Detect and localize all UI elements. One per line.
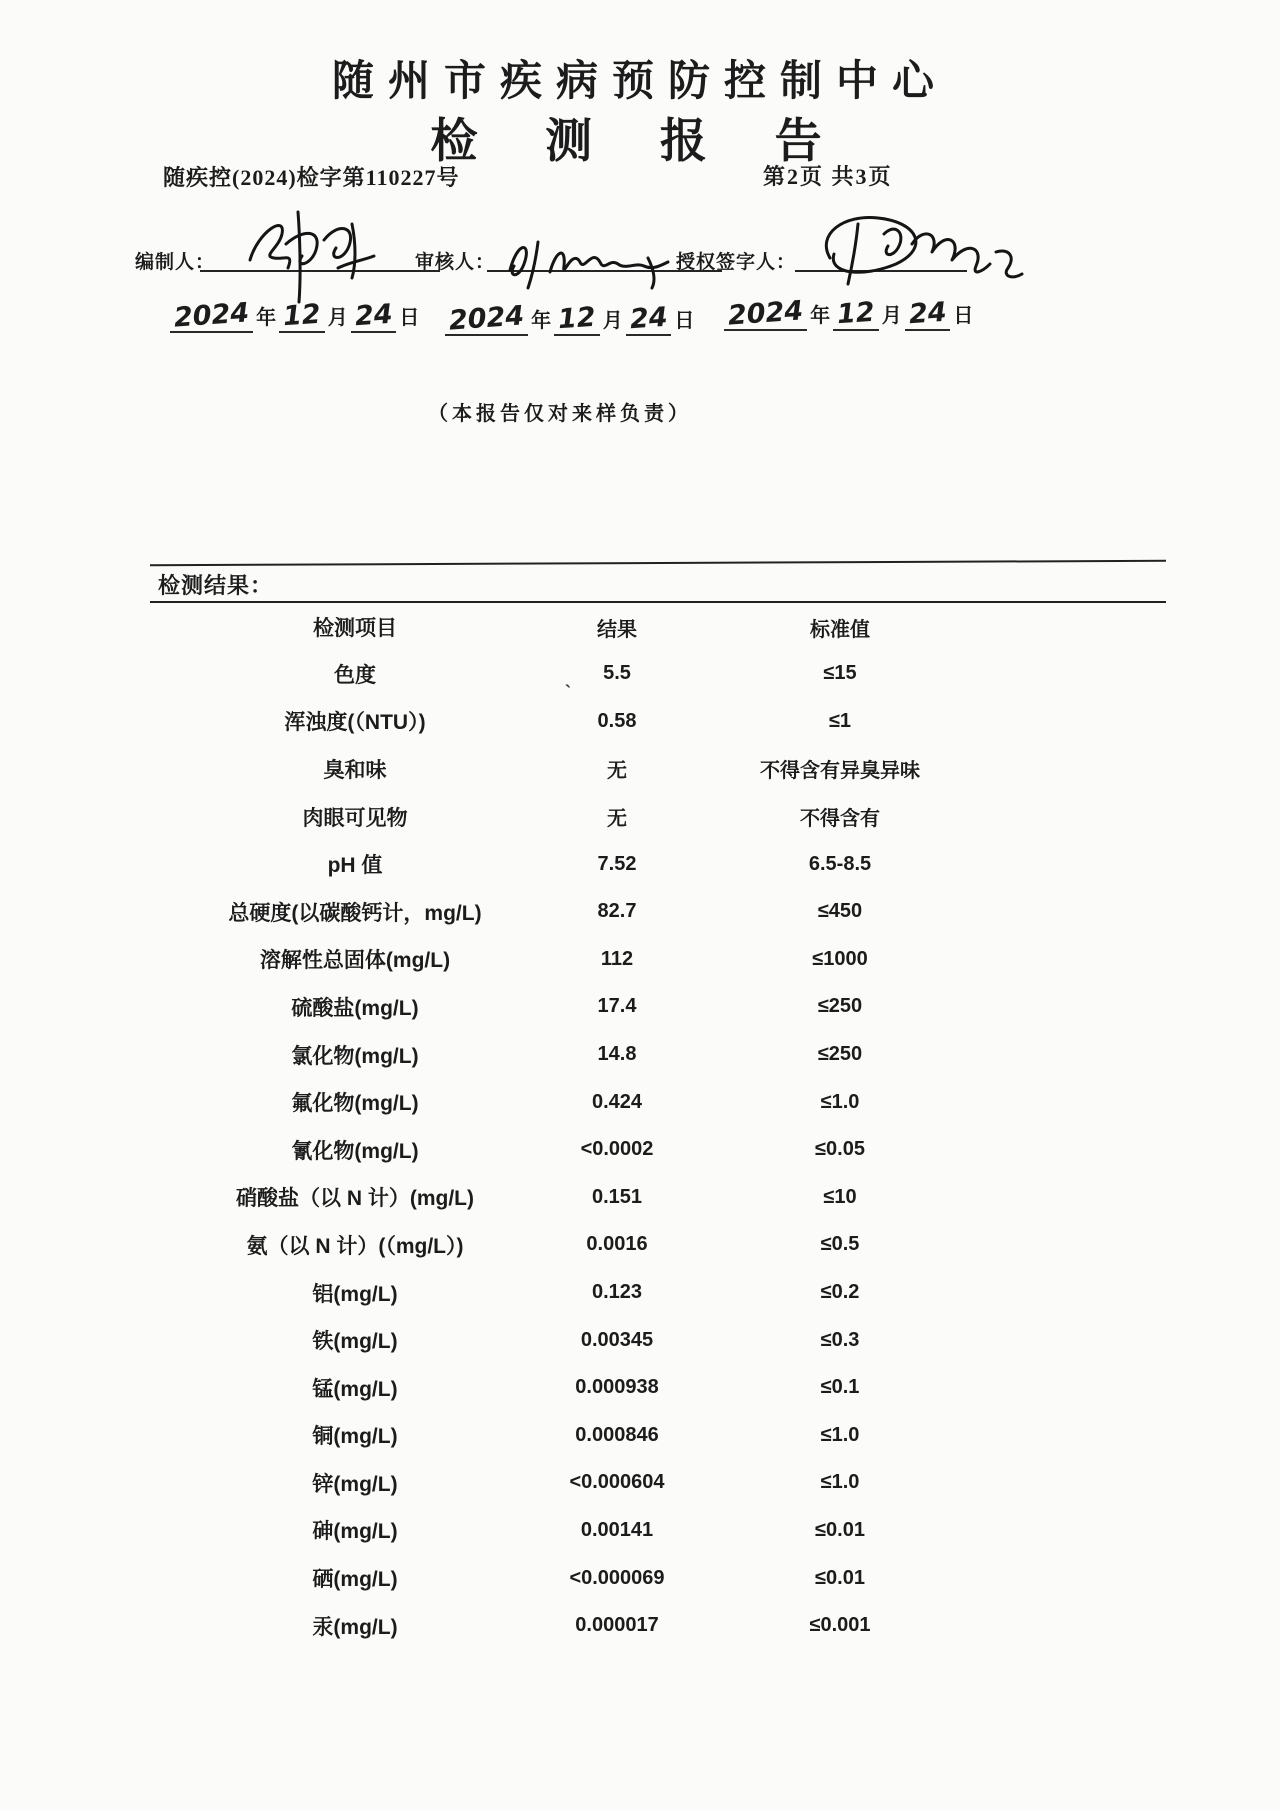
preparer-date-day-blank: [351, 300, 397, 333]
result-value: 0.000846: [575, 1423, 659, 1446]
param-name: 臭和味: [323, 758, 387, 782]
result-value: 0.424: [591, 1090, 643, 1113]
param-name: 氰化物(mg/L): [291, 1139, 419, 1163]
preparer-date: [168, 297, 420, 334]
authorizer-date-year-blank: [724, 295, 807, 332]
result-value: 7.52: [597, 852, 637, 875]
standard-value: ≤1.0: [820, 1471, 860, 1494]
authorizer-date-month-unit: 月: [881, 305, 902, 327]
table-row: [150, 1459, 1166, 1507]
standard-value: ≤0.2: [820, 1281, 860, 1304]
reviewer-date-year-unit: 年: [531, 310, 552, 332]
results-top-rule: [150, 560, 1166, 566]
results-table: [150, 606, 1166, 1649]
standard-value: ≤1: [828, 709, 852, 732]
result-value: 0.58: [597, 709, 637, 732]
result-value: 0.00345: [580, 1328, 654, 1351]
reviewer-date-month: 12: [557, 301, 597, 336]
authorizer-date: [722, 295, 974, 332]
authorizer-label: 授权签字人：: [676, 252, 797, 273]
table-row: [150, 745, 1166, 793]
param-name: 硫酸盐(mg/L): [291, 996, 419, 1020]
results-table-header: [150, 606, 1166, 648]
standard-value: ≤0.01: [815, 1566, 865, 1589]
organization-name: 随州市疾病预防控制中心: [331, 59, 948, 105]
result-value: 0.00141: [580, 1518, 654, 1541]
standard-value: 不得含有异臭异味: [760, 760, 920, 783]
table-row: [150, 1316, 1166, 1364]
results-table-body: [150, 650, 1166, 1649]
table-row: [150, 1554, 1166, 1602]
authorizer-date-day-unit: 日: [953, 305, 974, 327]
reviewer-date-day-blank: [626, 303, 672, 336]
preparer-label: 编制人：: [135, 252, 216, 273]
table-row: [150, 936, 1166, 984]
standard-value: 不得含有: [800, 808, 880, 831]
preparer-date-month-unit: 月: [327, 307, 348, 329]
standard-value: 6.5-8.5: [808, 852, 872, 875]
standard-value: ≤0.05: [815, 1138, 865, 1161]
standard-value: ≤15: [823, 662, 857, 685]
result-value: 0.151: [591, 1185, 643, 1208]
reviewer-date-month-unit: 月: [602, 310, 623, 332]
standard-value: ≤1.0: [820, 1423, 860, 1446]
standard-value: ≤0.3: [820, 1328, 860, 1351]
reviewer-handwritten-signature: [498, 218, 698, 298]
param-name: 汞(mg/L): [312, 1615, 398, 1639]
param-name: 锌(mg/L): [312, 1472, 398, 1496]
result-value: 17.4: [597, 995, 637, 1018]
result-value: 无: [607, 808, 627, 831]
table-row: [150, 1031, 1166, 1079]
table-row: [150, 1602, 1166, 1650]
table-row: [150, 1221, 1166, 1269]
authorizer-date-day: 24: [907, 296, 948, 331]
table-row: [150, 1126, 1166, 1174]
table-row: [150, 650, 1166, 698]
column-header-result: 结果: [597, 618, 637, 641]
reviewer-date-day-unit: 日: [674, 310, 695, 332]
param-name: 铁(mg/L): [312, 1330, 398, 1354]
param-name: 肉眼可见物: [302, 806, 408, 830]
param-name: 铜(mg/L): [312, 1425, 398, 1449]
preparer-date-year-unit: 年: [256, 307, 277, 329]
table-row: [150, 840, 1166, 888]
result-value: 82.7: [597, 900, 637, 923]
result-value: <0.000069: [569, 1566, 665, 1589]
reviewer-date-day: 24: [628, 301, 669, 336]
param-name: 浑浊度(（NTU）): [284, 711, 426, 735]
authorizer-date-month: 12: [836, 296, 876, 331]
standard-value: ≤250: [817, 995, 863, 1018]
standard-value: ≤0.01: [815, 1518, 865, 1541]
column-header-standard: 标准值: [810, 618, 870, 641]
table-row: [150, 1507, 1166, 1555]
table-row: [150, 1078, 1166, 1126]
table-row: [150, 1364, 1166, 1412]
preparer-date-year: 2024: [173, 297, 251, 334]
sample-responsibility-note: （本报告仅对来样负责）: [428, 403, 692, 425]
standard-value: ≤1.0: [820, 1090, 860, 1113]
preparer-date-month: 12: [282, 298, 322, 333]
result-value: <0.000604: [569, 1471, 665, 1494]
preparer-date-day: 24: [353, 298, 394, 333]
standard-value: ≤10: [823, 1185, 857, 1208]
param-name: 氨（以 N 计）(（mg/L）): [246, 1234, 464, 1258]
table-row: [150, 1174, 1166, 1222]
preparer-date-year-blank: [170, 297, 253, 334]
preparer-date-month-blank: [279, 300, 325, 333]
table-row: [150, 888, 1166, 936]
param-name: 总硬度(以碳酸钙计，mg/L): [228, 901, 482, 925]
table-row: [150, 1269, 1166, 1317]
column-header-parameter: 检测项目: [313, 617, 397, 640]
table-row: [150, 983, 1166, 1031]
preparer-date-day-unit: 日: [399, 307, 420, 329]
reviewer-date: [443, 300, 695, 337]
result-value: 0.000938: [575, 1376, 659, 1399]
results-header-rule: [150, 601, 1166, 603]
param-name: 色度: [334, 663, 376, 687]
standard-value: ≤0.5: [820, 1233, 860, 1256]
param-name: 硝酸盐（以 N 计）(mg/L): [236, 1187, 474, 1211]
reviewer-date-month-blank: [554, 303, 600, 336]
results-section-label: 检测结果：: [158, 573, 274, 598]
result-value: 112: [600, 947, 634, 970]
param-name: 氟化物(mg/L): [291, 1092, 419, 1116]
reviewer-date-year: 2024: [448, 300, 526, 337]
param-name: 氯化物(mg/L): [291, 1044, 419, 1068]
scan-speck: `: [565, 682, 571, 702]
param-name: 溶解性总固体(mg/L): [259, 949, 451, 973]
result-value: 14.8: [597, 1043, 637, 1066]
preparer-handwritten-signature: [228, 198, 408, 308]
reviewer-date-year-blank: [445, 300, 528, 337]
param-name: pH 值: [327, 854, 383, 878]
result-value: 无: [607, 760, 627, 783]
standard-value: ≤250: [817, 1043, 863, 1066]
authorizer-date-year: 2024: [727, 295, 805, 332]
param-name: 锰(mg/L): [312, 1377, 398, 1401]
page-number-info: 第2页 共3页: [763, 164, 893, 189]
result-value: 0.000017: [575, 1614, 659, 1637]
standard-value: ≤450: [817, 900, 863, 923]
report-number: 随疾控(2024)检字第110227号: [163, 165, 460, 190]
authorizer-date-day-blank: [905, 298, 951, 331]
reviewer-label: 审核人：: [415, 252, 496, 273]
standard-value: ≤0.001: [809, 1614, 871, 1637]
param-name: 铝(mg/L): [312, 1282, 398, 1306]
authorizer-date-month-blank: [833, 298, 879, 331]
table-row: [150, 793, 1166, 841]
result-value: <0.0002: [580, 1138, 654, 1161]
result-value: 0.123: [591, 1281, 643, 1304]
report-title: 检 测 报 告: [430, 116, 850, 168]
result-value: 5.5: [603, 662, 631, 685]
param-name: 砷(mg/L): [312, 1520, 398, 1544]
standard-value: ≤0.1: [820, 1376, 860, 1399]
table-row: [150, 698, 1166, 746]
authorizer-date-year-unit: 年: [810, 305, 831, 327]
result-value: 0.0016: [586, 1233, 648, 1256]
table-row: [150, 1412, 1166, 1460]
standard-value: ≤1000: [812, 947, 868, 970]
authorizer-handwritten-signature: [800, 200, 1030, 300]
param-name: 硒(mg/L): [312, 1568, 398, 1592]
